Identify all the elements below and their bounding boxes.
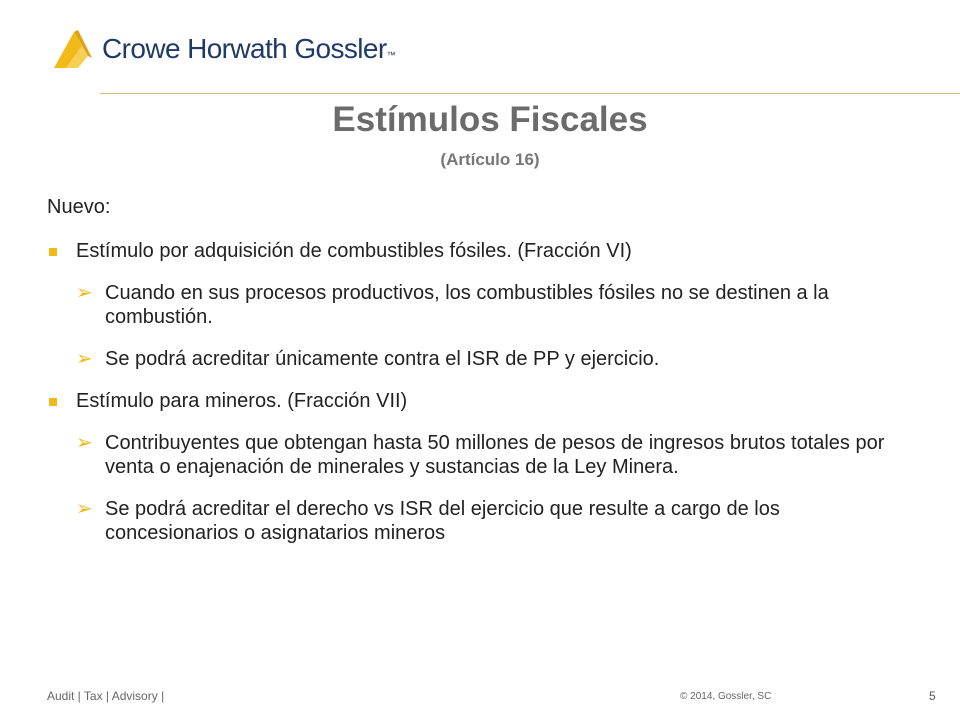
bullet-item bbox=[47, 389, 917, 413]
slide-body bbox=[47, 196, 917, 563]
slide-title: Estímulos Fiscales bbox=[332, 100, 648, 139]
footer-copyright: © 2014, Gossler, SC bbox=[680, 691, 772, 702]
bullet-item bbox=[47, 239, 917, 263]
bullet-text: Estímulo por adquisición de combustibles fósiles. (Fracción VI) bbox=[76, 240, 632, 262]
square-bullet-icon bbox=[49, 248, 57, 256]
footer-services: Audit | Tax | Advisory | bbox=[47, 689, 165, 703]
sub-bullet-item bbox=[47, 281, 917, 329]
square-bullet-icon bbox=[49, 398, 57, 406]
sub-bullet-item bbox=[47, 497, 917, 545]
sub-bullet-text: Se podrá acreditar únicamente contra el ISR de PP y ejercicio. bbox=[105, 348, 660, 370]
sub-bullet-item bbox=[47, 431, 917, 479]
slide-subtitle: (Artículo 16) bbox=[440, 150, 540, 169]
sub-bullet-text: Cuando en sus procesos productivos, los combustibles fósiles no se destinen a la combustión. bbox=[105, 282, 829, 328]
header-divider bbox=[100, 93, 960, 94]
sub-bullet-text: Contribuyentes que obtengan hasta 50 millones de pesos de ingresos brutos totales por venta o enajenación de minerales y sustancias de la Ley Minera. bbox=[105, 432, 885, 478]
trademark-mark: ™ bbox=[386, 50, 396, 60]
crowe-flame-logo-icon bbox=[52, 28, 98, 72]
page-number: 5 bbox=[929, 689, 936, 703]
arrow-bullet-icon: ➢ bbox=[76, 432, 93, 454]
intro-text: Nuevo: bbox=[47, 196, 111, 218]
arrow-bullet-icon: ➢ bbox=[76, 498, 93, 520]
company-name: Crowe Horwath Gossler™ bbox=[102, 33, 396, 64]
sub-bullet-item bbox=[47, 347, 917, 371]
bullet-text: Estímulo para mineros. (Fracción VII) bbox=[76, 390, 408, 412]
sub-bullet-text: Se podrá acreditar el derecho vs ISR del ejercicio que resulte a cargo de los concesionarios o asignatarios mineros bbox=[105, 498, 780, 544]
arrow-bullet-icon: ➢ bbox=[76, 348, 93, 370]
arrow-bullet-icon: ➢ bbox=[76, 282, 93, 304]
